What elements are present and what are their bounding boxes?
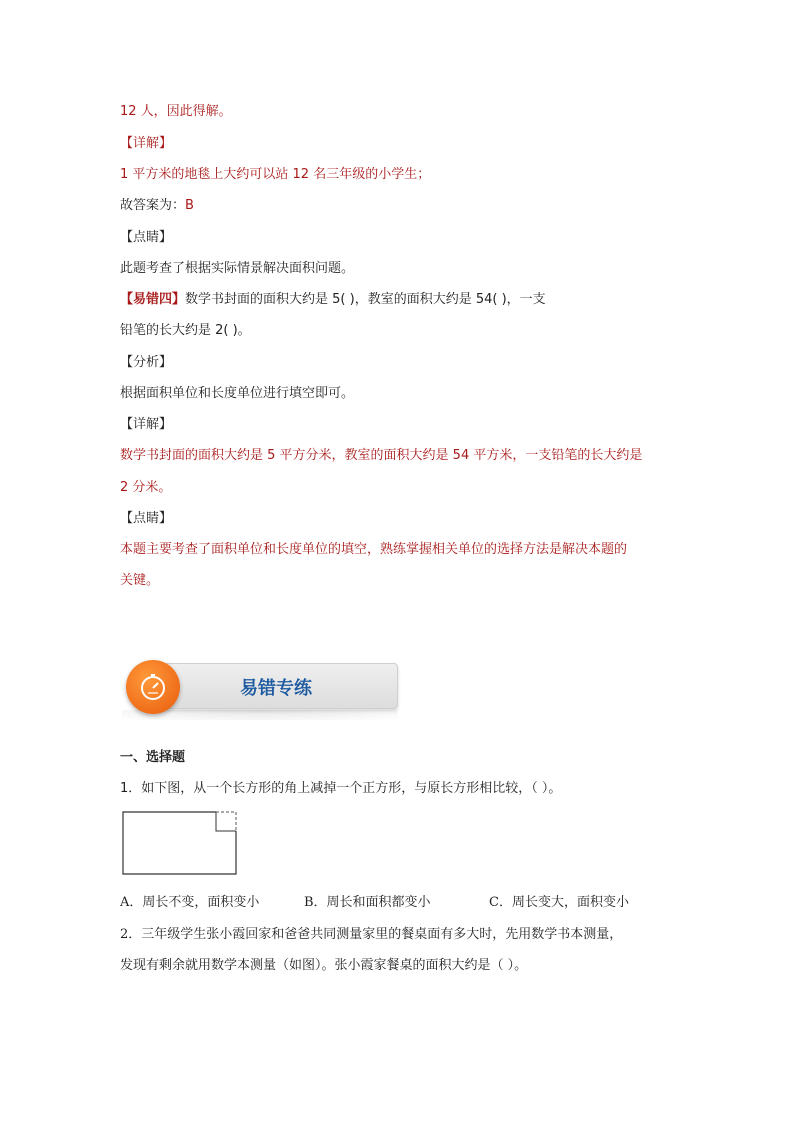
section-label-analysis: 【分析】	[120, 355, 173, 370]
error-tag: 【易错四】	[120, 292, 186, 307]
question-line	[120, 292, 546, 308]
option-a: A．周长不变，面积变小	[120, 895, 260, 910]
question-line: 铅笔的长大约是 2( )。	[120, 323, 251, 338]
answer-label: 故答案为：	[120, 198, 186, 213]
text-line: 数学书封面的面积大约是 5 平方分米，教室的面积大约是 54 平方米，一支铅笔的长大约是	[120, 448, 643, 463]
question-2-line-2: 发现有剩余就用数学本测量（如图）。张小霞家餐桌的面积大约是（ ）。	[120, 958, 528, 973]
text-line: 2 分米。	[120, 480, 172, 495]
question-1: 1．如下图，从一个长方形的角上减掉一个正方形，与原长方形相比较，（ ）。	[120, 781, 562, 796]
question-2-line-1: 2．三年级学生张小霞回家和爸爸共同测量家里的餐桌面有多大时，先用数学书本测量，	[120, 927, 623, 942]
section-label-comment: 【点睛】	[120, 511, 173, 526]
rectangle-figure	[122, 811, 237, 875]
section-label-detail: 【详解】	[120, 417, 173, 432]
section-heading: 一、选择题	[120, 750, 186, 765]
text-line: 根据面积单位和长度单位进行填空即可。	[120, 386, 355, 401]
option-c: C．周长变大，面积变小	[489, 895, 629, 910]
answer-value: B	[185, 198, 194, 213]
banner-title: 易错专练	[240, 678, 312, 699]
question-text: 数学书封面的面积大约是 5( )，教室的面积大约是 54( )，一支	[185, 292, 546, 307]
stopwatch-icon	[126, 660, 180, 714]
text-line: 关键。	[120, 573, 160, 588]
option-b: B．周长和面积都变小	[304, 895, 431, 910]
text-line: 12 人，因此得解。	[120, 104, 232, 119]
text-line: 本题主要考查了面积单位和长度单位的填空，熟练掌握相关单位的选择方法是解决本题的	[120, 542, 628, 557]
text-line: 此题考查了根据实际情景解决面积问题。	[120, 261, 355, 276]
section-label-detail: 【详解】	[120, 136, 173, 151]
section-banner	[122, 660, 398, 720]
section-label-comment: 【点睛】	[120, 230, 173, 245]
answer-line	[120, 198, 194, 214]
text-line: 1 平方米的地毯上大约可以站 12 名三年级的小学生；	[120, 167, 431, 182]
